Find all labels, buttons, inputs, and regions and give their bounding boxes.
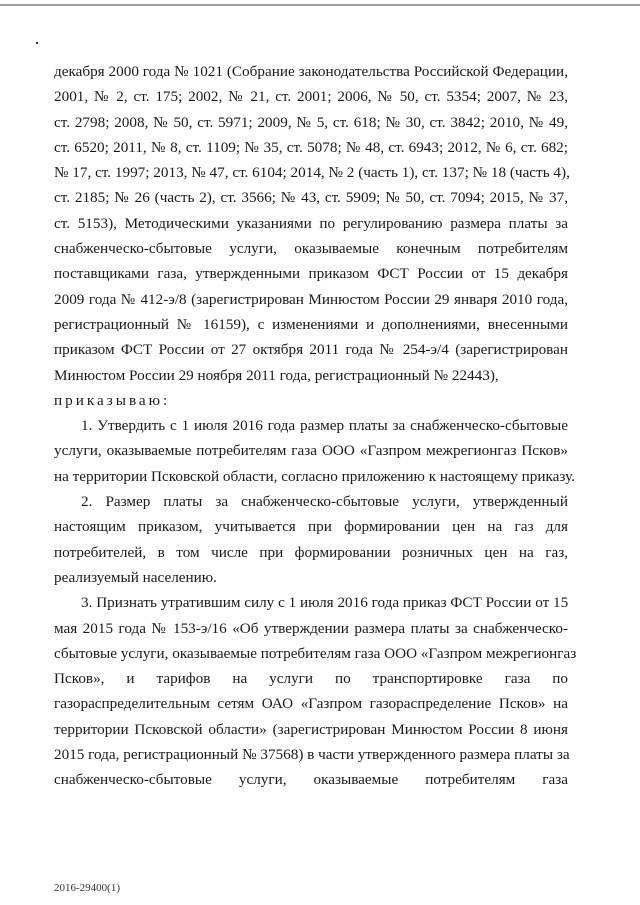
document-line: реализуемый населению. bbox=[54, 568, 217, 586]
document-line: потребителей, в том числе при формировании розничных цен на газ, bbox=[54, 543, 568, 561]
document-line: услуги, оказываемые потребителям газа ООО «Газпром межрегионгаз Псков» bbox=[54, 442, 568, 460]
document-line: ст. 2185; № 26 (часть 2), ст. 3566; № 43, ст. 5909; № 50, ст. 7094; 2015, № 37, bbox=[54, 189, 568, 207]
document-line: 2015 года, регистрационный № 37568) в части утвержденного размера платы за bbox=[54, 746, 570, 764]
document-line: газораспределительным сетям ОАО «Газпром газораспределение Псков» на bbox=[54, 695, 568, 713]
document-line: снабженческо-сбытовые услуги, оказываемые конечным потребителям bbox=[54, 240, 568, 258]
scan-speck bbox=[36, 42, 38, 44]
document-line: № 17, ст. 1997; 2013, № 47, ст. 6104; 2014, № 2 (часть 1), ст. 137; № 18 (часть 4), bbox=[54, 164, 570, 182]
document-body bbox=[54, 59, 577, 793]
document-line: Минюстом России 29 ноября 2011 года, регистрационный № 22443), bbox=[54, 366, 499, 384]
document-line: Псков», и тарифов на услуги по транспортировке газа по bbox=[54, 670, 568, 688]
document-line: приказываю: bbox=[54, 391, 171, 409]
document-line: 1. Утвердить с 1 июля 2016 года размер платы за снабженческо-сбытовые bbox=[81, 417, 568, 435]
document-line: на территории Псковской области, согласно приложению к настоящему приказу. bbox=[54, 467, 575, 485]
top-border-line bbox=[0, 4, 640, 6]
document-line: 2001, № 2, ст. 175; 2002, № 21, ст. 2001; 2006, № 50, ст. 5354; 2007, № 23, bbox=[54, 88, 568, 106]
document-line: ст. 5153), Методическими указаниями по регулированию размера платы за bbox=[54, 214, 568, 232]
document-line: мая 2015 года № 153-э/16 «Об утверждении размера платы за снабженческо- bbox=[54, 619, 568, 637]
document-line: снабженческо-сбытовые услуги, оказываемые потребителям газа bbox=[54, 771, 568, 789]
document-line: приказом ФСТ России от 27 октября 2011 года № 254-э/4 (зарегистрирован bbox=[54, 341, 568, 359]
document-line: территории Псковской области» (зарегистрирован Минюстом России 8 июня bbox=[54, 720, 568, 738]
document-line: регистрационный № 16159), с изменениями и дополнениями, внесенными bbox=[54, 315, 568, 333]
document-line: 2009 года № 412-э/8 (зарегистрирован Минюстом России 29 января 2010 года, bbox=[54, 290, 568, 308]
document-line: 2. Размер платы за снабженческо-сбытовые услуги, утвержденный bbox=[81, 493, 568, 511]
document-line: ст. 2798; 2008, № 50, ст. 5971; 2009, № 5, ст. 618; № 30, ст. 3842; 2010, № 49, bbox=[54, 113, 568, 131]
document-line: декабря 2000 года № 1021 (Собрание законодательства Российской Федерации, bbox=[54, 63, 568, 80]
document-line: сбытовые услуги, оказываемые потребителям газа ООО «Газпром межрегионгаз bbox=[54, 644, 577, 662]
document-line: ст. 6520; 2011, № 8, ст. 1109; № 35, ст. 5078; № 48, ст. 6943; 2012, № 6, ст. 682; bbox=[54, 138, 568, 156]
document-line: 3. Признать утратившим силу с 1 июля 2016 года приказ ФСТ России от 15 bbox=[81, 594, 569, 612]
document-line: настоящим приказом, учитывается при формировании цен на газ для bbox=[54, 518, 568, 536]
document-footer-code: 2016-29400(1) bbox=[54, 882, 120, 894]
document-line: поставщиками газа, утвержденными приказом ФСТ России от 15 декабря bbox=[54, 265, 568, 283]
